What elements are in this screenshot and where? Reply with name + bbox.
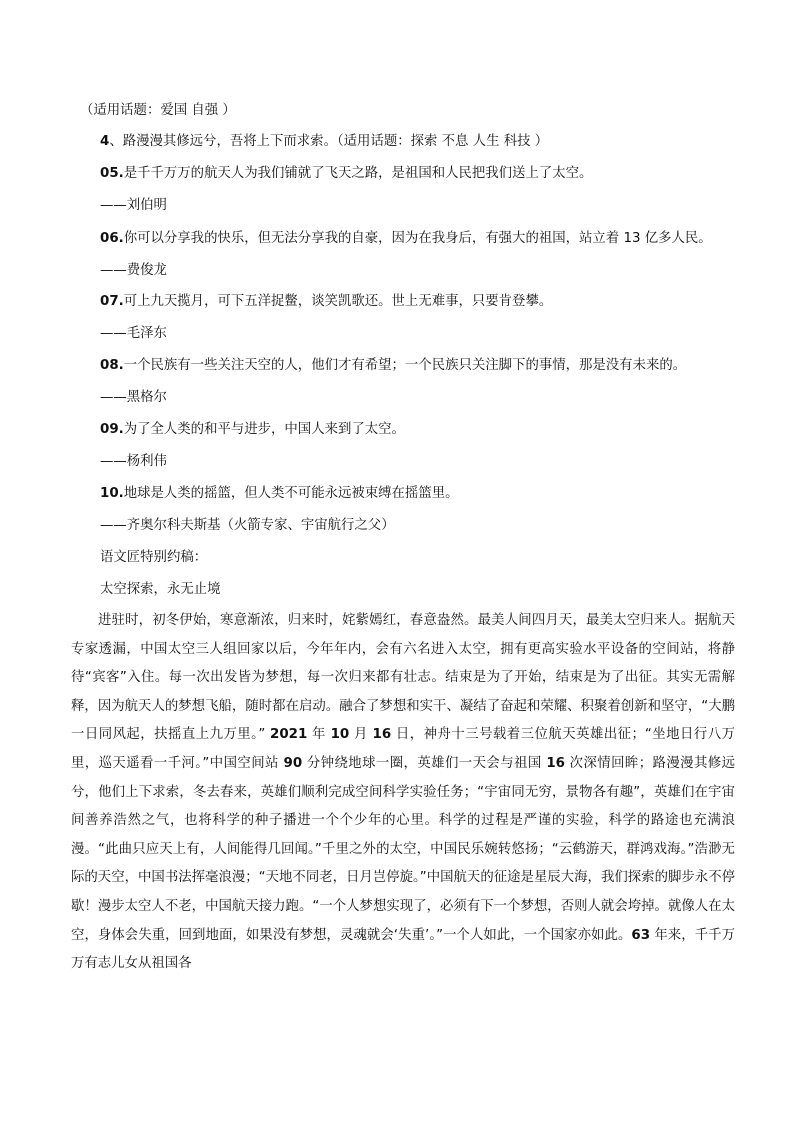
essay-text: 进驻时，初冬伊始，寒意渐浓，归来时，姹紫嫣红，春意盎然。最美人间四月天，最美太空归来人。据航天专家透漏，中国太空三人组回家以后，今年年内，会有六名进入太空，拥有更高实验水平设备的空间站，将静待“宾客”入住。每一次出发皆为梦想，每一次归来都有壮志。结束是为了开始，结束是为了出征。其实无需解释，因为航天人的梦想飞船，随时都在启动。融合了梦想和实干、凝结了奋起和荣耀、积聚着创新和坚守，“大鹏一日同风起，扶摇直上九万里。”: [71, 613, 735, 743]
quote-text: 地球是人类的摇篮，但人类不可能永远被束缚在摇篮里。: [123, 486, 459, 501]
essay-text: 月: [349, 727, 373, 743]
quote-text: 路漫漫其修远兮，吾将上下而求索。（适用话题：探索 不息 人生 科技 ）: [122, 134, 549, 149]
essay-number: 90: [283, 755, 303, 771]
essay-number: 2021: [270, 727, 308, 743]
quote-author: ——刘伯明: [100, 198, 167, 213]
essay-text: 年来，千千万万有志儿女从祖国各: [71, 927, 735, 972]
quote-author: ——齐奥尔科夫斯基（火箭专家、宇宙航行之父）: [100, 518, 395, 533]
section-label: 语文匠特别约稿：: [100, 550, 208, 565]
quote-number: 4: [100, 134, 110, 149]
quote-item: [100, 132, 548, 152]
quote-text: 可上九天揽月，可下五洋捉鳖，谈笑凯歌还。世上无难事，只要肯登攀。: [123, 294, 553, 309]
quote-item: [100, 484, 459, 504]
quote-separator: 、: [109, 134, 123, 149]
quote-number: 09.: [100, 422, 124, 437]
essay-paragraph: [71, 607, 735, 979]
quote-author: ——杨利伟: [100, 454, 167, 469]
quote-number: 07.: [100, 294, 124, 309]
essay-number: 16: [372, 727, 392, 743]
essay-title: 太空探索，永无止境: [100, 582, 221, 597]
quote-author: ——黑格尔: [100, 390, 167, 405]
quote-text: 是千千万万的航天人为我们铺就了飞天之路，是祖国和人民把我们送上了太空。: [123, 166, 593, 181]
quote-number: 05.: [100, 166, 124, 181]
quote-author: ——毛泽东: [100, 326, 167, 341]
essay-text: 年: [307, 727, 331, 743]
quote-text: 你可以分享我的快乐，但无法分享我的自豪，因为在我身后，有强大的祖国，站立着 13 亿多人民。: [123, 231, 712, 246]
essay-text: 分钟绕地球一圈，英雄们一天会与祖国: [302, 755, 547, 771]
quote-number: 08.: [100, 358, 124, 373]
essay-number: 16: [546, 755, 565, 771]
quote-author: ——费俊龙: [100, 263, 167, 278]
quote-text: 一个民族有一些关注天空的人，他们才有希望；一个民族只关注脚下的事情，那是没有未来的。: [123, 358, 687, 373]
essay-number: 10: [330, 727, 350, 743]
essay-text: 日，神舟十三号载着三位航天英雄出征；“坐地日行八万里，巡天遥看一千河。”中国空间站: [71, 727, 735, 771]
quote-item: [100, 229, 712, 249]
quote-item: [100, 420, 405, 440]
quote-number: 10.: [100, 486, 124, 501]
essay-text: 次深情回眸；路漫漫其修远兮，他们上下求索，冬去春来，英雄们顺利完成空间科学实验任务；“宇宙同无穷，景物各有趣”，英雄们在宇宙间善养浩然之气，也将科学的种子播进一个个少年的心里。科学的过程是严谨的实验，科学的路途也充满浪漫。“此曲只应天上有，人间能得几回闻。”千里之外的太空，中国民乐婉转悠扬；“云鹤游天，群鸿戏海。”浩渺无际的天空，中国书法挥毫浪漫；“天地不同老，日月岂停旋。”中国航天的征途是星辰大海，我们探索的脚步永不停歇！漫步太空人不老，中国航天接力跑。“一个人梦想实现了，必须有下一个梦想，否则人就会垮掉。就像人在太空，身体会失重，回到地面，如果没有梦想，灵魂就会‘失重’。”一个人如此，一个国家亦如此。: [71, 755, 735, 943]
essay-number: 63: [631, 927, 651, 943]
quote-item: [100, 356, 686, 376]
topic-note: （适用话题：爱国 自强 ）: [80, 103, 236, 118]
quote-number: 06.: [100, 231, 124, 246]
quote-item: [100, 292, 552, 312]
quote-item: [100, 164, 592, 184]
quote-text: 为了全人类的和平与进步，中国人来到了太空。: [123, 422, 405, 437]
